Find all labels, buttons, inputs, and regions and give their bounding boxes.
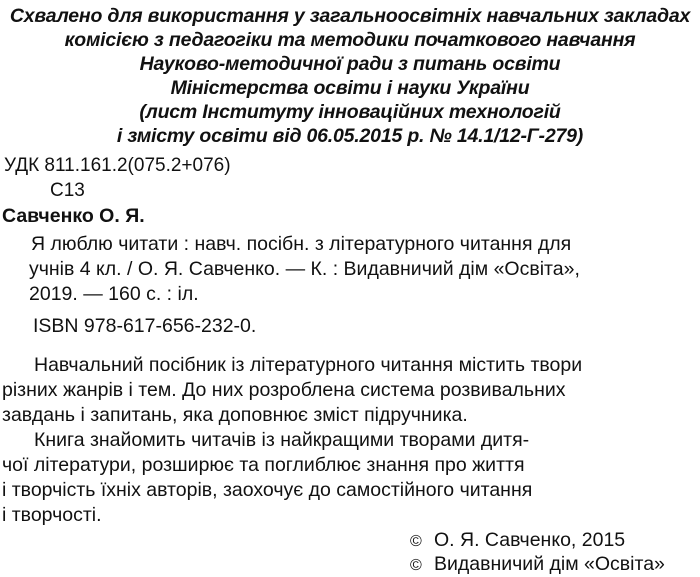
copyright-row	[410, 553, 665, 577]
author-mark-code: С13	[50, 180, 85, 201]
abstract-line: і творчість їхніх авторів, заохочує до самостійного читання	[2, 479, 533, 501]
abstract-line: чої літератури, розширює та поглиблює знання про життя	[2, 454, 525, 476]
approval-line: Схвалено для використання у загальноосвітніх навчальних закладах	[9, 5, 691, 27]
biblio-line: 2019. — 160 с. : іл.	[29, 283, 199, 305]
author-name: Савченко О. Я.	[2, 205, 145, 227]
biblio-line: учнів 4 кл. / О. Я. Савченко. — К. : Видавничий дім «Освіта»,	[29, 258, 580, 280]
copyright-row	[410, 529, 665, 553]
abstract-line: Книга знайомить читачів із найкращими творами дитя-	[34, 429, 530, 451]
udk-code: УДК 811.161.2(075.2+076)	[4, 155, 231, 176]
abstract-line: і творчості.	[2, 504, 102, 526]
approval-line: Міністерства освіти і науки України	[170, 77, 530, 99]
approval-line: і змісту освіти від 06.05.2015 р. № 14.1/12-Г-279)	[116, 125, 584, 147]
approval-line: (лист Інституту інноваційних технологій	[139, 101, 561, 123]
copyright-holder: О. Я. Савченко, 2015	[434, 529, 626, 551]
copyright-icon: ©	[410, 557, 422, 574]
biblio-line: Я люблю читати : навч. посібн. з літературного читання для	[31, 233, 572, 255]
abstract-line: завдань і запитань, яка доповнює зміст підручника.	[2, 404, 468, 426]
copyright-icon: ©	[410, 533, 422, 550]
abstract-line: різних жанрів і тем. До них розроблена система розвивальних	[2, 379, 566, 401]
approval-notice	[0, 4, 700, 148]
bibliographic-description	[31, 232, 691, 307]
isbn: ISBN 978-617-656-232-0.	[33, 315, 257, 337]
approval-line: комісією з педагогіки та методики початкового навчання	[64, 29, 636, 51]
abstract	[2, 353, 696, 528]
abstract-line: Навчальний посібник із літературного читання містить твори	[34, 354, 583, 376]
copyright-holder: Видавничий дім «Освіта»	[434, 553, 665, 575]
approval-line: Науково-методичної ради з питань освіти	[139, 53, 561, 75]
copyright-block	[410, 529, 665, 577]
